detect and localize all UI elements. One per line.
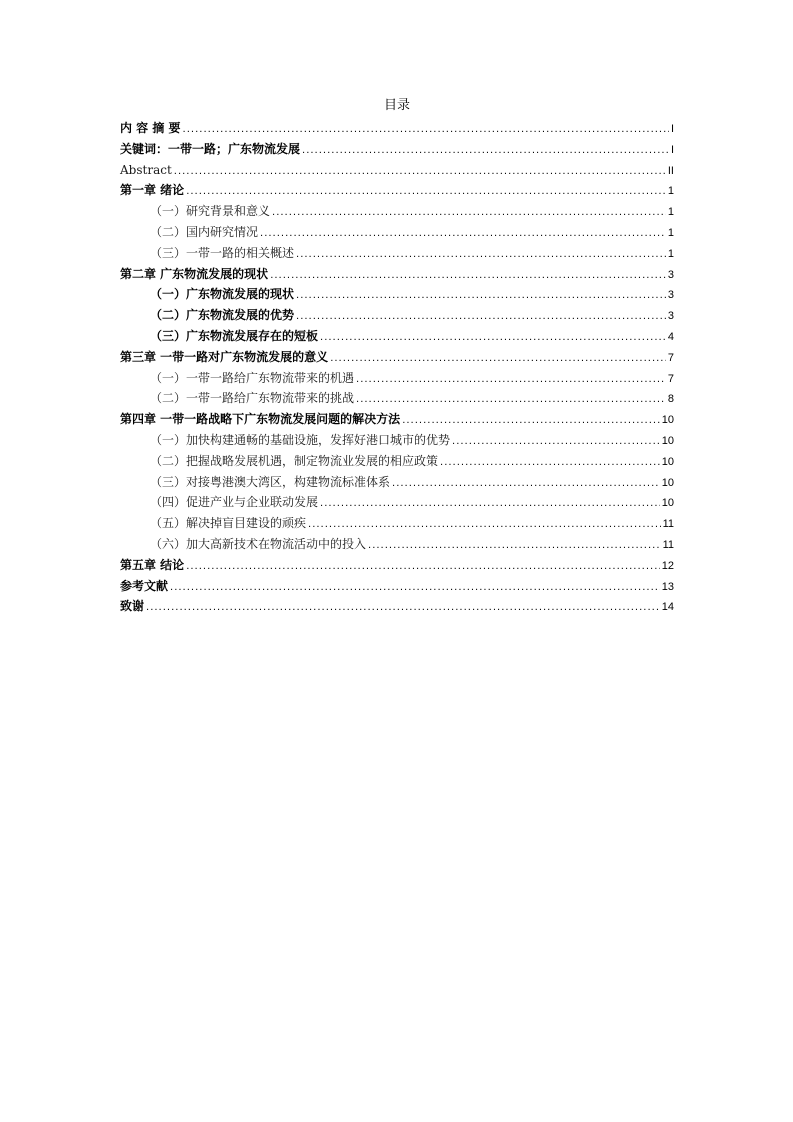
- toc-entry-text: （三）对接粤港澳大湾区，构建物流标准体系: [150, 474, 391, 489]
- toc-entry-text: 内 容 摘 要: [120, 121, 181, 135]
- dot-leader: [320, 328, 666, 349]
- toc-page-number: II: [667, 164, 674, 177]
- toc-entry[interactable]: [120, 555, 674, 576]
- dot-leader: [260, 224, 666, 245]
- dot-leader: [402, 411, 660, 432]
- dot-leader: [170, 578, 660, 599]
- toc-entry-text: （五）解决掉盲目建设的顽疾: [150, 516, 307, 531]
- toc-entry[interactable]: [120, 222, 674, 243]
- toc-entry[interactable]: [120, 576, 674, 597]
- dot-leader: [272, 203, 666, 224]
- toc-entry[interactable]: [120, 160, 674, 181]
- toc-page-number: 1: [667, 247, 674, 260]
- toc-entry[interactable]: [120, 388, 674, 409]
- toc-page-number: 14: [661, 601, 674, 614]
- toc-list: [120, 118, 674, 617]
- toc-entry-text: 第四章 一带一路战略下广东物流发展问题的解决方法: [120, 412, 401, 427]
- toc-entry[interactable]: [120, 180, 674, 201]
- dot-leader: [186, 557, 660, 578]
- toc-page-number: 12: [661, 559, 674, 572]
- toc-entry-text: （六）加大高新技术在物流活动中的投入: [150, 536, 367, 551]
- dot-leader: [440, 453, 660, 474]
- dot-leader: [296, 245, 666, 266]
- dot-leader: [174, 162, 666, 183]
- toc-page-number: 1: [667, 226, 674, 239]
- toc-page-number: 10: [661, 414, 674, 427]
- toc-entry-text: （二）把握战略发展机遇，制定物流业发展的相应政策: [150, 453, 439, 468]
- toc-page-number: 7: [667, 351, 674, 364]
- dot-leader: [296, 307, 666, 328]
- toc-entry[interactable]: [120, 368, 674, 389]
- toc-entry[interactable]: [120, 201, 674, 222]
- toc-page-number: 1: [667, 185, 674, 198]
- toc-entry[interactable]: [120, 513, 674, 534]
- toc-entry-text: 第三章 一带一路对广东物流发展的意义: [120, 349, 329, 364]
- toc-entry[interactable]: [120, 430, 674, 451]
- toc-entry[interactable]: [120, 326, 674, 347]
- toc-entry[interactable]: [120, 472, 674, 493]
- toc-page-number: 10: [661, 455, 674, 468]
- toc-entry[interactable]: [120, 347, 674, 368]
- toc-title: 目录: [383, 98, 410, 113]
- toc-entry[interactable]: [120, 534, 674, 555]
- toc-entry-text: （一）广东物流发展的现状: [150, 287, 295, 302]
- toc-entry[interactable]: [120, 409, 674, 430]
- toc-entry-text: 关键词：一带一路；广东物流发展: [120, 141, 301, 156]
- toc-page-number: 1: [667, 206, 674, 219]
- toc-page-number: 3: [667, 310, 674, 323]
- dot-leader: [392, 474, 660, 495]
- toc-page-number: 11: [662, 538, 674, 551]
- dot-leader: [186, 182, 666, 203]
- toc-entry-text: （一）一带一路给广东物流带来的机遇: [150, 370, 355, 385]
- toc-entry-text: （三）广东物流发展存在的短板: [150, 328, 319, 343]
- dot-leader: [183, 120, 669, 141]
- toc-entry[interactable]: [120, 284, 674, 305]
- toc-entry-text: 参考文献: [120, 578, 169, 593]
- dot-leader: [270, 266, 666, 287]
- toc-page-number: 10: [661, 476, 674, 489]
- dot-leader: [368, 536, 661, 557]
- toc-entry[interactable]: [120, 596, 674, 617]
- dot-leader: [320, 494, 660, 515]
- toc-entry-text: （二）国内研究情况: [150, 224, 259, 239]
- toc-entry-text: 致谢: [120, 599, 145, 614]
- toc-entry[interactable]: [120, 118, 674, 139]
- toc-page-number: I: [670, 143, 674, 156]
- toc-entry-text: （四）促进产业与企业联动发展: [150, 495, 319, 510]
- dot-leader: [302, 141, 669, 162]
- toc-page-number: 13: [661, 580, 674, 593]
- toc-entry-text: （二）一带一路给广东物流带来的挑战: [150, 391, 355, 406]
- dot-leader: [296, 286, 666, 307]
- toc-page-number: 10: [661, 497, 674, 510]
- toc-page-number: I: [670, 123, 674, 135]
- toc-entry-text: 第二章 广东物流发展的现状: [120, 266, 269, 281]
- toc-entry-text: 第一章 绪论: [120, 183, 185, 198]
- toc-entry-text: （三）一带一路的相关概述: [150, 245, 295, 260]
- dot-leader: [308, 515, 661, 536]
- toc-entry[interactable]: [120, 264, 674, 285]
- toc-page: [120, 96, 674, 617]
- toc-page-number: 11: [662, 518, 674, 531]
- toc-entry[interactable]: [120, 243, 674, 264]
- toc-entry-text: （一）加快构建通畅的基础设施，发挥好港口城市的优势: [150, 432, 451, 447]
- toc-entry[interactable]: [120, 305, 674, 326]
- dot-leader: [356, 370, 666, 391]
- dot-leader: [330, 349, 666, 370]
- toc-page-number: 3: [667, 268, 674, 281]
- toc-page-number: 7: [667, 372, 674, 385]
- toc-entry[interactable]: [120, 492, 674, 513]
- dot-leader: [452, 432, 660, 453]
- toc-page-number: 8: [667, 393, 674, 406]
- toc-page-number: 3: [667, 289, 674, 302]
- toc-entry-text: Abstract: [120, 162, 172, 177]
- dot-leader: [356, 390, 666, 411]
- toc-page-number: 4: [667, 330, 674, 343]
- toc-page-number: 10: [661, 434, 674, 447]
- toc-entry[interactable]: [120, 139, 674, 160]
- dot-leader: [146, 598, 660, 619]
- toc-entry-text: （一）研究背景和意义: [150, 204, 271, 219]
- toc-entry-text: （二）广东物流发展的优势: [150, 308, 295, 323]
- toc-entry[interactable]: [120, 451, 674, 472]
- toc-entry-text: 第五章 结论: [120, 557, 185, 572]
